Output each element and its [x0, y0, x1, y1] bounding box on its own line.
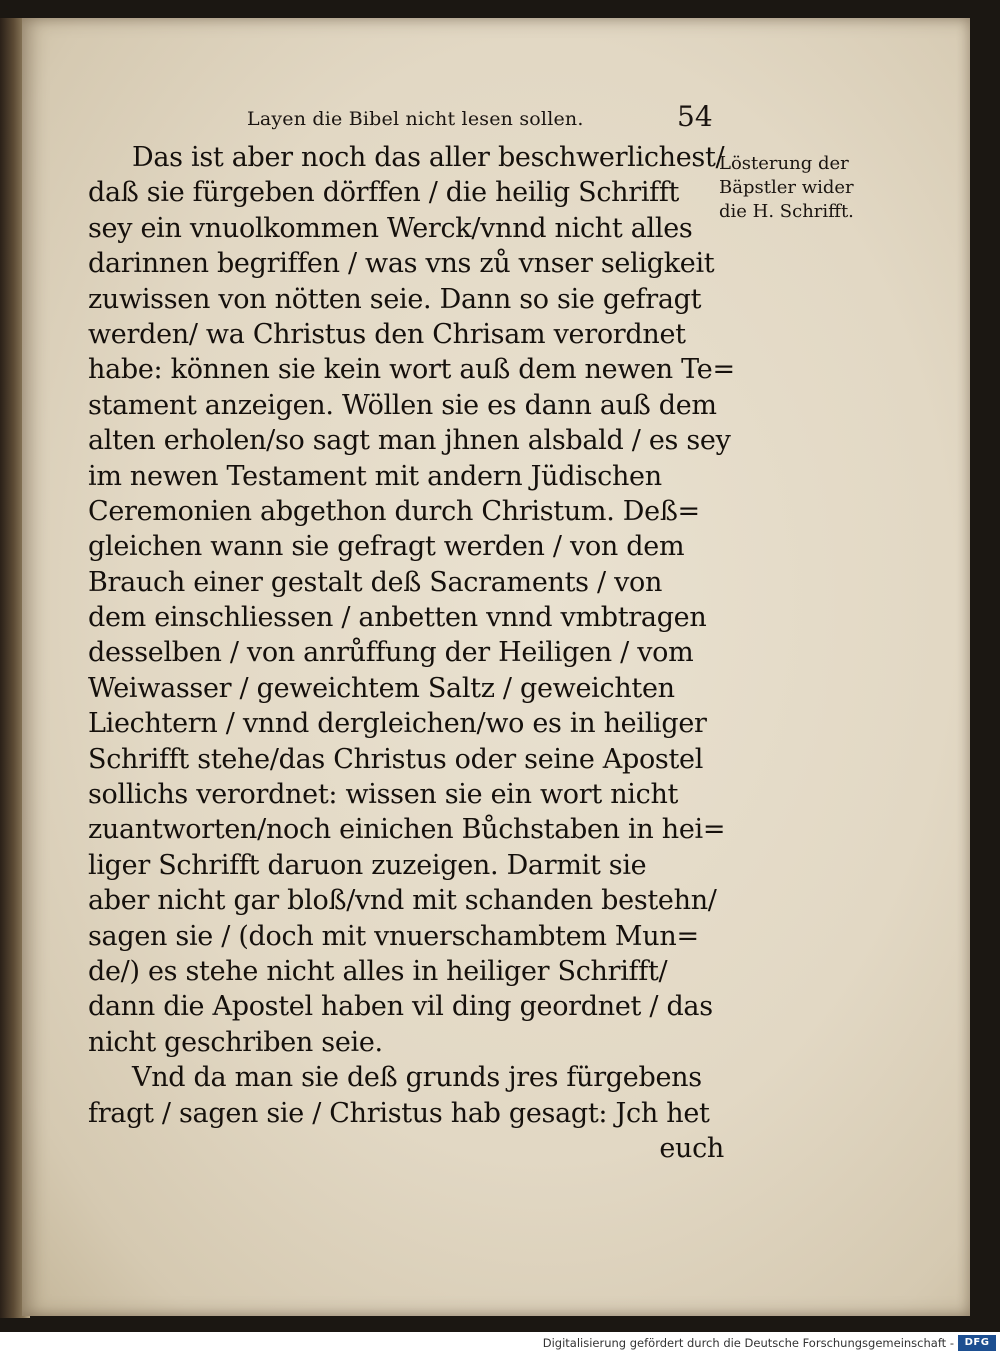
- text-line: aber nicht gar bloß/vnd mit schanden bestehn/: [88, 885, 717, 917]
- text-line: Vnd da man sie deß grunds jres fürgebens: [132, 1062, 702, 1094]
- text-line: Ceremonien abgethon durch Christum. Deß=: [88, 495, 700, 527]
- text-line: de/) es stehe nicht alles in heiliger Schrifft/: [88, 955, 668, 987]
- marginal-note-line: die H. Schrifft.: [719, 201, 854, 222]
- text-line: dann die Apostel haben vil ding geordnet / das: [88, 991, 713, 1023]
- text-line: Brauch einer gestalt deß Sacraments / von: [88, 566, 663, 598]
- text-line: zuantworten/noch einichen Bůchstaben in hei=: [88, 814, 726, 846]
- catchword: euch: [659, 1132, 724, 1164]
- marginal-note-line: Lösterung der: [719, 153, 849, 174]
- text-line: stament anzeigen. Wöllen sie es dann auß dem: [88, 389, 717, 421]
- text-line: zuwissen von nötten seie. Dann so sie gefragt: [88, 283, 702, 315]
- text-line: darinnen begriffen / was vns zů vnser seligkeit: [88, 248, 715, 280]
- running-head: Layen die Bibel nicht lesen sollen.: [247, 108, 584, 130]
- dfg-logo: DFG: [958, 1335, 996, 1351]
- body-text: [88, 140, 735, 1166]
- text-line: alten erholen/so sagt man jhnen alsbald / es sey: [88, 425, 731, 457]
- footer-bar: [0, 1332, 1000, 1356]
- text-line: sagen sie / (doch mit vnuerschambtem Mun=: [88, 920, 699, 952]
- text-line: Weiwasser / geweichtem Saltz / geweichten: [88, 672, 675, 704]
- marginal-note-line: Bäpstler wider: [719, 177, 854, 198]
- text-line: Das ist aber noch das aller beschwerlichest/: [132, 142, 725, 173]
- text-line: desselben / von anrůffung der Heiligen / vom: [88, 637, 694, 669]
- text-line: sey ein vnuolkommen Werck/vnnd nicht alles: [88, 212, 693, 244]
- page-number: 54: [677, 100, 713, 133]
- text-line: sollichs verordnet: wissen sie ein wort nicht: [88, 779, 679, 811]
- book-page: [22, 18, 970, 1316]
- text-line: daß sie fürgeben dörffen / die heilig Schrifft: [88, 177, 680, 209]
- text-line: Schrifft stehe/das Christus oder seine Apostel: [88, 743, 704, 775]
- text-line: liger Schrifft daruon zuzeigen. Darmit sie: [88, 849, 647, 881]
- text-line: werden/ wa Christus den Chrisam verordnet: [88, 318, 686, 350]
- funding-credit: Digitalisierung gefördert durch die Deutsche Forschungsgemeinschaft -: [542, 1336, 954, 1350]
- text-line: nicht geschriben seie.: [88, 1026, 383, 1058]
- text-line: dem einschliessen / anbetten vnnd vmbtragen: [88, 602, 707, 634]
- marginal-note: [719, 152, 879, 224]
- text-line: im newen Testament mit andern Jüdischen: [88, 460, 662, 492]
- text-line: habe: können sie kein wort auß dem newen Te=: [88, 354, 735, 386]
- text-line: fragt / sagen sie / Christus hab gesagt: Jch het: [88, 1097, 710, 1129]
- text-line: Liechtern / vnnd dergleichen/wo es in heiliger: [88, 708, 707, 740]
- text-line: gleichen wann sie gefragt werden / von dem: [88, 531, 685, 563]
